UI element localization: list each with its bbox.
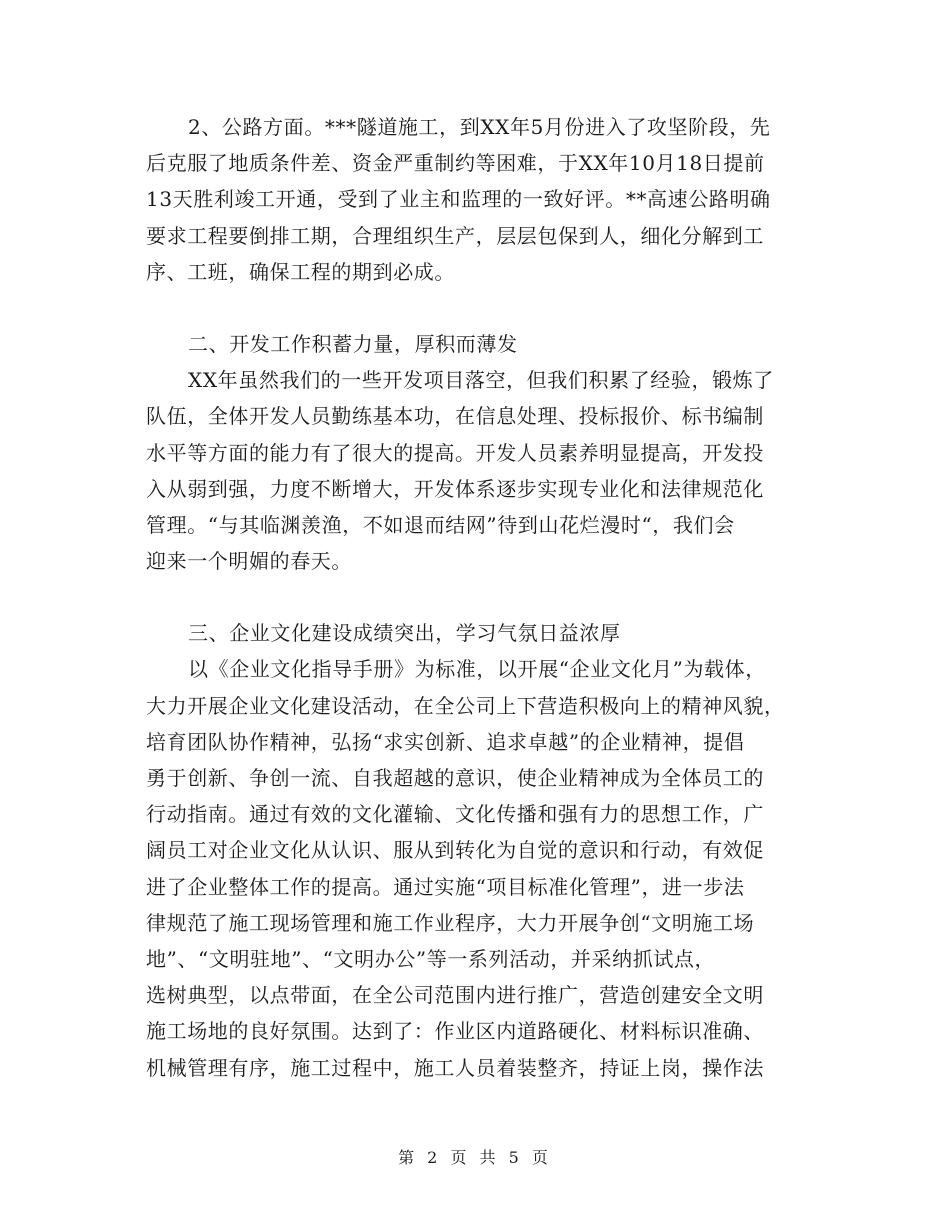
paragraph-line: 水平等方面的能力有了很大的提高。开发人员素养明显提高，开发投 — [146, 440, 764, 465]
paragraph-line: 后克服了地质条件差、资金严重制约等困难，于XX年10月18日提前 — [146, 151, 765, 176]
paragraph-line: 入从弱到强，力度不断增大，开发体系逐步实现专业化和法律规范化 — [146, 476, 764, 501]
paragraph-spacer — [146, 579, 806, 615]
paragraph-line: 选树典型，以点带面，在全公司范围内进行推广，营造创建安全文明 — [146, 983, 764, 1008]
paragraph-line: 地”、“文明驻地”、“文明办公”等一系列活动，并采纳抓试点， — [146, 946, 716, 971]
paragraph-line: 以《企业文化指导手册》为标准，以开展“企业文化月”为载体， — [188, 657, 766, 682]
section-development — [146, 326, 806, 579]
paragraph-line: 队伍，全体开发人员勤练基本功，在信息处理、投标报价、标书编制 — [146, 404, 764, 429]
paragraph-line: 2、公路方面。***隧道施工，到XX年5月份进入了攻坚阶段，先 — [188, 115, 771, 139]
paragraph-line: 律规范了施工现场管理和施工作业程序，大力开展争创“文明施工场 — [146, 910, 755, 935]
paragraph-highway — [146, 109, 806, 290]
page-number: 第 2 页 共 5 页 — [398, 1148, 552, 1167]
paragraph-line: 13天胜利竣工开通，受到了业主和监理的一致好评。**高速公路明确 — [146, 187, 771, 212]
section-heading: 三、企业文化建设成绩突出，学习气氛日益浓厚 — [188, 621, 621, 646]
paragraph-line: 施工场地的良好氛围。达到了：作业区内道路硬化、材料标识准确、 — [146, 1019, 764, 1044]
paragraph-line: 大力开展企业文化建设活动，在全公司上下营造积极向上的精神风貌， — [146, 693, 785, 718]
paragraph-line: 阔员工对企业文化从认识、服从到转化为自觉的意识和行动，有效促 — [146, 838, 764, 863]
section-heading: 二、开发工作积蓄力量，厚积而薄发 — [188, 331, 518, 356]
document-body — [146, 109, 806, 1086]
paragraph-spacer — [146, 290, 806, 326]
paragraph-line: 行动指南。通过有效的文化灌输、文化传播和强有力的思想工作，广 — [146, 802, 764, 827]
paragraph-line: 迎来一个明媚的春天。 — [146, 549, 352, 574]
paragraph-line: 勇于创新、争创一流、自我超越的意识，使企业精神成为全体员工的 — [146, 766, 764, 790]
paragraph-line: 管理。“与其临渊羡渔，不如退而结网”待到山花烂漫时“，我们会 — [146, 512, 735, 537]
paragraph-line: 序、工班，确保工程的期到必成。 — [146, 259, 455, 284]
paragraph-line: 机械管理有序，施工过程中，施工人员着装整齐，持证上岗，操作法 — [146, 1055, 764, 1080]
paragraph-line: 进了企业整体工作的提高。通过实施“项目标准化管理”，进一步法 — [146, 874, 745, 899]
section-culture — [146, 615, 806, 1085]
paragraph-line: XX年虽然我们的一些开发项目落空，但我们积累了经验，锻炼了 — [188, 368, 774, 393]
paragraph-line: 要求工程要倒排工期，合理组织生产，层层包保到人，细化分解到工 — [146, 223, 764, 248]
paragraph-line: 培育团队协作精神，弘扬“求实创新、追求卓越”的企业精神，提倡 — [146, 729, 745, 754]
